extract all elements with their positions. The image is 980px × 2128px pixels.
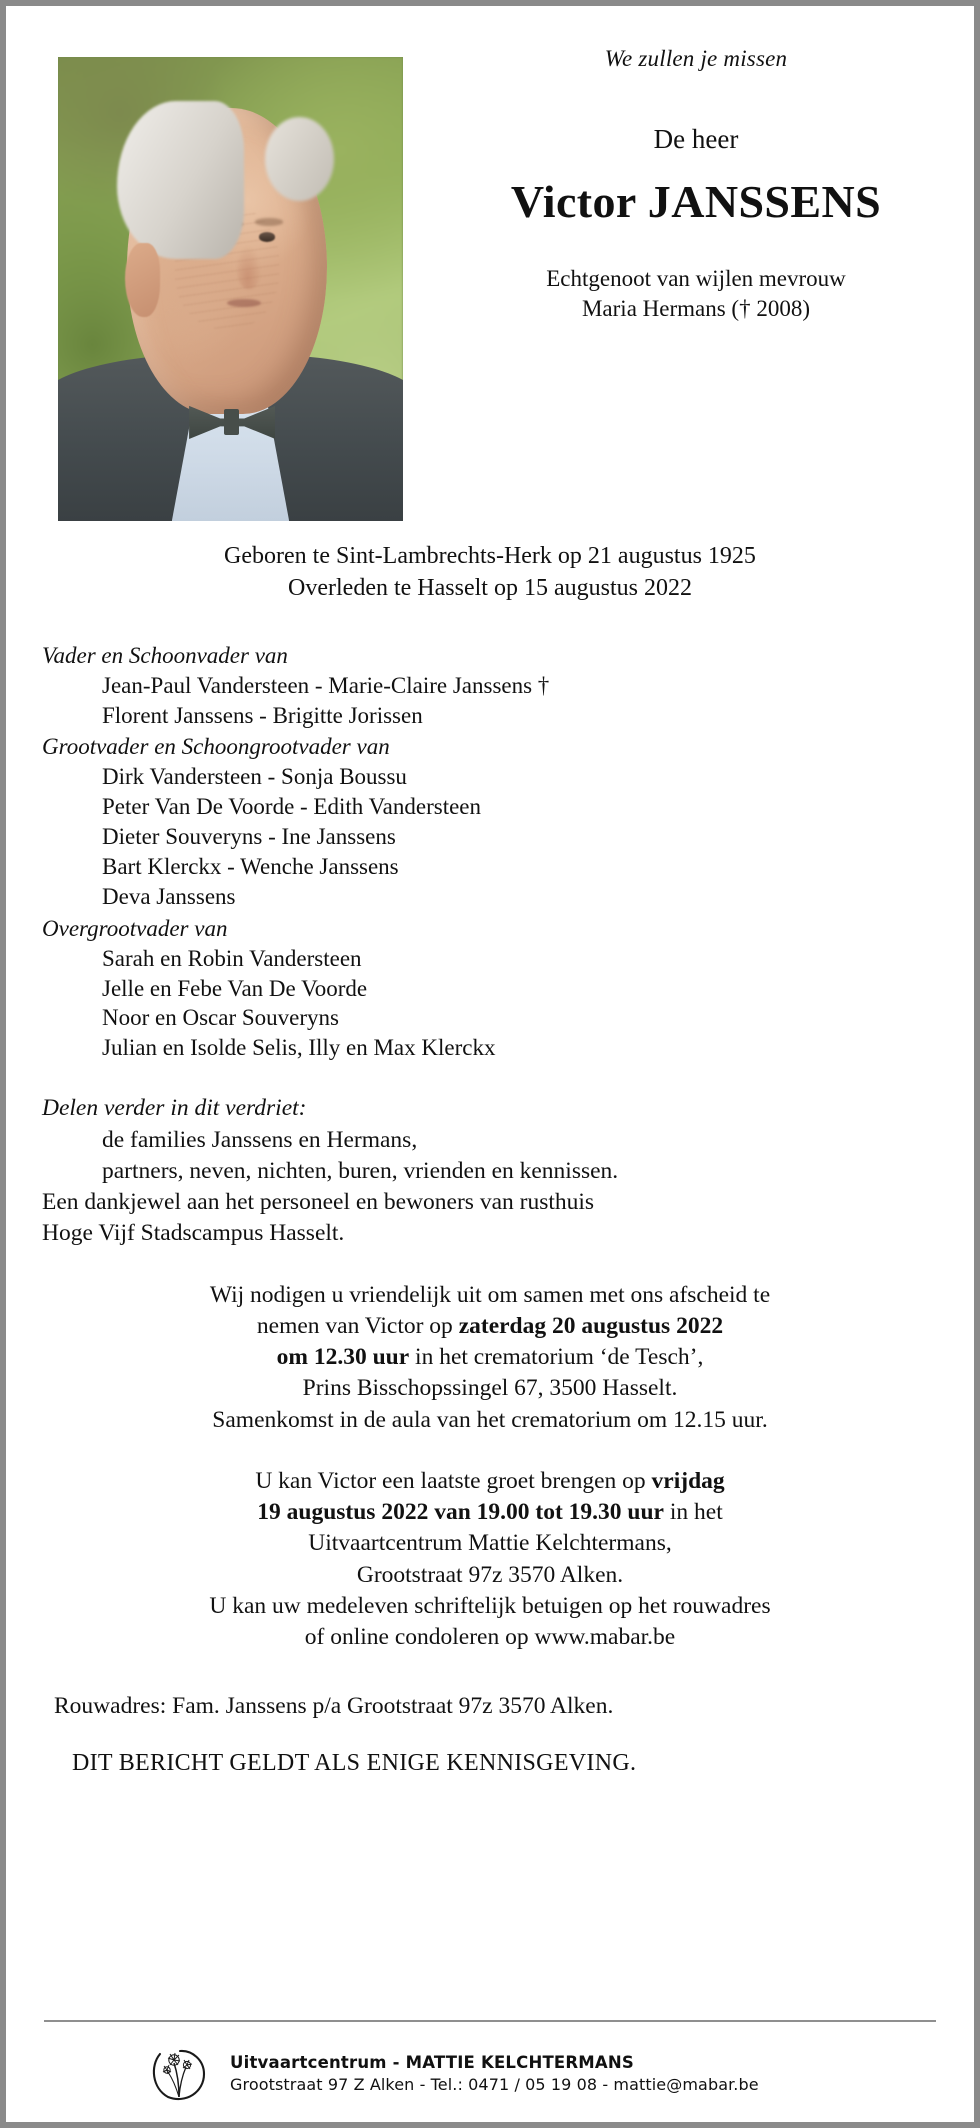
family-group-heading: Grootvader en Schoongrootvader van [42,734,390,760]
visitation-day: vrijdag [651,1467,725,1494]
visitation-line-2 [42,1497,938,1528]
ceremony-line-2-prefix: nemen van Victor op [256,1312,459,1339]
thanks-line-2: Hoge Vijf Stadscampus Hasselt. [42,1220,345,1247]
motto-text: We zullen je missen [604,46,788,71]
thanks-line-1: Een dankjewel aan het personeel en bewoners van rusthuis [42,1189,595,1215]
portrait-photo [58,57,403,521]
card-inner [6,6,974,2122]
footer-divider [44,2020,936,2022]
family-member: Dirk Vandersteen - Sonja Boussu [102,764,407,790]
ceremony-address: Prins Bisschopssingel 67, 3500 Hasselt. [302,1375,678,1402]
dandelion-flower-logo-icon [146,2040,212,2106]
deceased-name: Victor JANSSENS [510,176,882,227]
family-list [42,641,938,1063]
condolence-block [42,1093,938,1249]
card-body [6,540,974,1777]
salutation-text: De heer [653,124,739,154]
family-member: Julian en Isolde Selis, Illy en Max Klerckx [102,1035,496,1061]
condolence-name: partners, neven, nichten, buren, vrienden en kennissen. [102,1157,619,1184]
ceremony-venue: in het crematorium ‘de Tesch’, [409,1344,704,1370]
mourning-address: Rouwadres: Fam. Janssens p/a Grootstraat 97z 3570 Alken. [54,1693,614,1720]
visitation-line-1-prefix: U kan Victor een laatste groet brengen op [255,1467,652,1494]
visitation-address: Grootstraat 97z 3570 Alken. [356,1561,624,1588]
hair-left [117,101,245,259]
life-dates [42,540,938,605]
family-member: Deva Janssens [102,883,236,909]
family-member: Jean-Paul Vandersteen - Marie-Claire Janssens † [102,672,550,698]
family-group [42,641,938,731]
birth-line: Geboren te Sint-Lambrechts-Herk op 21 augustus 1925 [224,543,756,569]
spouse-line-1: Echtgenoot van wijlen mevrouw [546,266,846,291]
family-member: Noor en Oscar Souveryns [102,1005,339,1031]
family-group-heading: Vader en Schoonvader van [42,642,288,668]
ceremony-gathering: Samenkomst in de aula van het crematorium om 12.15 uur. [212,1406,768,1433]
spouse-line-2: Maria Hermans († 2008) [581,295,810,321]
visitation-datetime: 19 augustus 2022 van 19.00 tot 19.30 uur [257,1499,664,1525]
condolence-heading: Delen verder in dit verdriet: [42,1095,307,1122]
family-member: Sarah en Robin Vandersteen [102,945,362,971]
family-member: Jelle en Febe Van De Voorde [102,975,368,1001]
ceremony-date: zaterdag 20 augustus 2022 [458,1312,724,1339]
eye-right [259,232,275,241]
ceremony-block [42,1280,938,1436]
eyebrow-right [255,218,283,225]
condolence-instruction-2: of online condoleren op www.mabar.be [304,1624,676,1650]
visitation-block [42,1466,938,1654]
header-text-column [426,6,966,324]
visitation-line-1 [42,1466,938,1497]
family-member: Florent Janssens - Brigitte Jorissen [102,702,423,728]
hair-right [265,117,334,201]
ear-shape [125,243,160,317]
footer-text-block [230,2053,759,2094]
visitation-venue: Uitvaartcentrum Mattie Kelchtermans, [308,1530,672,1557]
family-member: Bart Klerckx - Wenche Janssens [102,854,399,880]
family-group-heading: Overgrootvader van [42,915,228,941]
ceremony-time: om 12.30 uur [276,1344,410,1370]
footer-content [146,2040,759,2106]
family-member: Dieter Souveryns - Ine Janssens [102,824,396,850]
family-group [42,732,938,911]
condolence-name: de families Janssens en Hermans, [102,1126,418,1153]
family-group [42,914,938,1063]
ceremony-line-3 [42,1342,938,1373]
header-section [6,6,974,538]
death-line: Overleden te Hasselt op 15 augustus 2022 [288,575,692,602]
ceremony-line-2 [42,1311,938,1342]
footer-section [6,2014,974,2122]
family-member: Peter Van De Voorde - Edith Vandersteen [102,794,481,820]
footer-contact: Grootstraat 97 Z Alken - Tel.: 0471 / 05 19 08 - mattie@mabar.be [230,2074,759,2094]
spouse-info [426,264,966,324]
notice-text: DIT BERICHT GELDT ALS ENIGE KENNISGEVING. [72,1750,637,1777]
nose-shape [237,246,261,289]
footer-company: Uitvaartcentrum - MATTIE KELCHTERMANS [230,2052,634,2072]
ceremony-line-1: Wij nodigen u vriendelijk uit om samen met ons afscheid te [209,1281,771,1308]
visitation-line-2-suffix: in het [664,1499,723,1525]
bowtie-knot [224,409,239,435]
condolence-instruction-1: U kan uw medeleven schriftelijk betuigen op het rouwadres [209,1592,771,1619]
